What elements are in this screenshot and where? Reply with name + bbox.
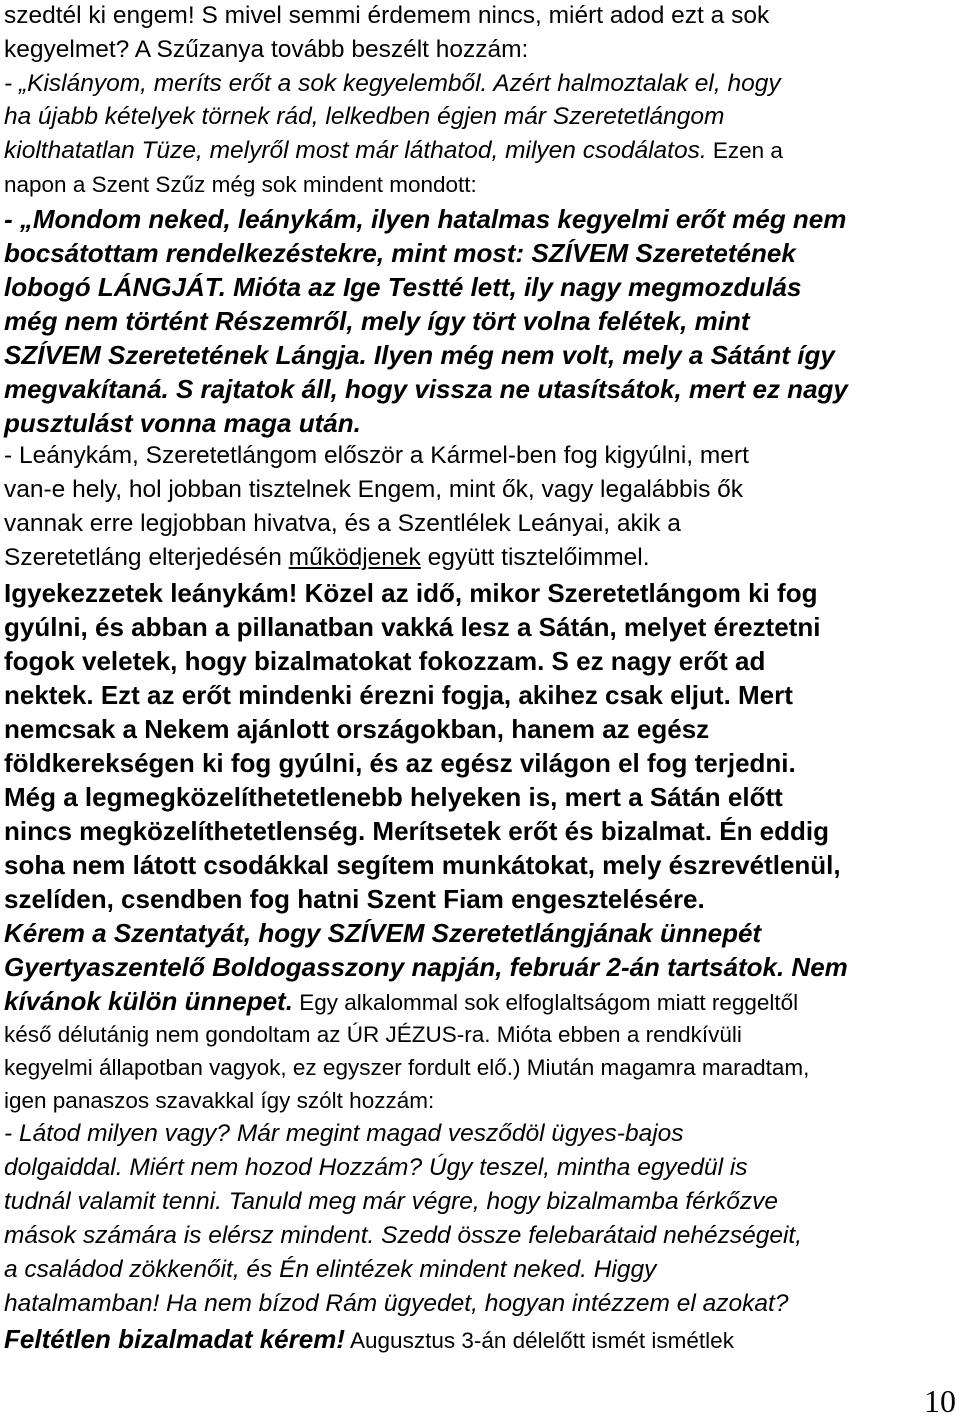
text-run: igen panaszos szavakkal így szólt hozzám: — [4, 1088, 435, 1113]
text-run: fogok veletek, hogy bizalmatokat fokozzam. S ez nagy erőt ad — [4, 646, 766, 676]
text-run: kegyelmet? — [4, 36, 135, 63]
text-line — [4, 1256, 656, 1284]
text-run: bocsátottam rendelkezéstekre, mint most: SZÍVEM Szeretetének — [4, 238, 796, 268]
text-line — [4, 646, 765, 677]
text-line — [4, 714, 709, 745]
text-line — [4, 36, 528, 64]
page-number: 10 — [924, 1383, 956, 1419]
text-run: van-e hely, hol jobban tisztelnek Engem, mint ők, vagy legalábbis ők — [4, 476, 744, 503]
text-line — [4, 1324, 734, 1355]
text-run: kívánok külön ünnepet. — [4, 986, 293, 1016]
text-run: megvakítaná. S rajtatok áll, hogy vissza ne utasítsátok, mert ez nagy — [4, 374, 848, 404]
text-run: Feltétlen bizalmadat kérem! — [4, 1324, 345, 1354]
text-line — [4, 476, 743, 504]
text-line — [4, 748, 796, 779]
text-run: ha újabb kételyek törnek rád, lelkedben égjen már Szeretetlángom — [4, 103, 725, 130]
text-run: Igyekezzetek leánykám! Közel az idő, mikor Szeretetlángom ki fog — [4, 578, 818, 608]
text-line — [4, 986, 798, 1017]
text-run: Szeretetláng elterjedésén — [4, 544, 289, 571]
text-run: Egy alkalommal sok elfoglaltságom miatt reggeltől — [299, 990, 799, 1015]
text-run: Ezen a — [706, 138, 783, 163]
text-line — [4, 238, 796, 269]
text-line — [4, 306, 750, 337]
text-line — [4, 782, 783, 813]
text-line — [4, 612, 820, 643]
text-line — [4, 408, 361, 439]
text-run: - „Kislányom, meríts erőt a sok kegyelemből. Azért halmoztalak el, hogy — [4, 70, 781, 97]
text-line — [4, 103, 724, 131]
text-run: szelíden, csendben fog hatni Szent Fiam engesztelésére. — [4, 884, 705, 914]
text-run: kegyelmi állapotban vagyok, ez egyszer fordult elő.) Miután magamra maradtam, — [4, 1055, 810, 1080]
text-run: nincs megközelíthetetlenség. Merítsetek erőt és bizalmat. Én eddig — [4, 816, 830, 846]
text-line — [4, 510, 681, 538]
text-run: működjenek — [288, 544, 421, 571]
text-line — [4, 2, 769, 30]
text-run: hatalmamban! Ha nem bízod Rám ügyedet, hogyan intézzem el azokat? — [4, 1290, 789, 1317]
text-run: tudnál valamit tenni. Tanuld meg már végre, hogy bizalmamba férkőzve — [4, 1188, 778, 1215]
text-line — [4, 1222, 802, 1250]
text-line — [4, 1055, 809, 1081]
text-line — [4, 442, 749, 470]
text-line — [4, 172, 477, 198]
text-line — [4, 816, 829, 847]
text-run: Gyertyaszentelő Boldogasszony napján, február 2-án tartsátok. Nem — [4, 952, 848, 982]
text-line — [4, 374, 848, 405]
text-run: nektek. Ezt az erőt mindenki érezni fogja, akihez csak eljut. Mert — [4, 680, 793, 710]
text-run: gyúlni, és abban a pillanatban vakká lesz a Sátán, melyet éreztetni — [4, 612, 821, 642]
text-run: soha nem látott csodákkal segítem munkátokat, mely észrevétlenül, — [4, 850, 841, 880]
text-run: késő délutánig nem gondoltam az ÚR JÉZUS-ra. Mióta ebben a rendkívüli — [4, 1022, 742, 1047]
text-run: a családod zökkenőit, és Én elintézek mindent neked. Higgy — [4, 1256, 657, 1283]
text-run: dolgaiddal. Miért nem hozod Hozzám? Úgy teszel, mintha egyedül is — [4, 1154, 748, 1181]
text-run: SZÍVEM Szeretetének Lángja. Ilyen még nem volt, mely a Sátánt így — [4, 340, 835, 370]
text-run: Kérem a Szentatyát, hogy SZÍVEM Szeretetlángjának ünnepét — [4, 918, 762, 948]
text-run: kiolthatatlan Tüze, melyről most már láthatod, milyen csodálatos. — [4, 137, 707, 164]
text-line — [4, 884, 705, 915]
text-run: Még a legmegközelíthetetlenebb helyeken is, mert a Sátán előtt — [4, 782, 783, 812]
text-run: nemcsak a Nekem ajánlott országokban, hanem az egész — [4, 714, 710, 744]
text-run: lobogó LÁNGJÁT. Mióta az Ige Testté lett, ily nagy megmozdulás — [4, 272, 802, 302]
text-run: A Szűzanya tovább beszélt hozzám: — [134, 36, 529, 63]
text-line — [4, 1022, 742, 1048]
text-line — [4, 544, 650, 572]
text-run: földkerekségen ki fog gyúlni, és az egész világon el fog terjedni. — [4, 748, 796, 778]
text-line — [4, 918, 761, 949]
text-line — [4, 340, 835, 371]
text-line — [4, 70, 781, 98]
text-run: pusztulást vonna maga után. — [4, 408, 361, 438]
text-line — [4, 204, 846, 235]
text-line — [4, 1188, 778, 1216]
text-run: mások számára is elérsz mindent. Szedd össze felebarátaid nehézségeit, — [4, 1222, 803, 1249]
text-line — [4, 1120, 684, 1148]
text-line — [4, 272, 801, 303]
text-run: - Leánykám, Szeretetlángom először a Kármel-ben fog kigyúlni, mert — [4, 442, 749, 469]
text-run: - „Mondom neked, leánykám, ilyen hatalmas kegyelmi erőt még nem — [4, 204, 847, 234]
text-run: még nem történt Részemről, mely így tört volna felétek, mint — [4, 306, 750, 336]
text-line — [4, 578, 817, 609]
text-line — [4, 952, 848, 983]
text-line — [4, 1088, 434, 1114]
text-line — [4, 850, 841, 881]
text-run: együtt tisztelőimmel. — [420, 544, 650, 571]
text-line — [4, 680, 793, 711]
text-run: Augusztus 3-án délelőtt ismét ismétlek — [350, 1328, 734, 1353]
text-line — [4, 137, 783, 165]
text-line — [4, 1154, 748, 1182]
text-run: vannak erre legjobban hivatva, és a Szentlélek Leányai, akik a — [4, 510, 681, 537]
text-line — [4, 1290, 788, 1318]
text-run: napon a Szent Szűz még sok mindent mondott: — [4, 172, 477, 197]
text-run: szedtél ki engem! S mivel semmi érdemem nincs, miért adod ezt a sok — [4, 2, 770, 29]
text-run: - Látod milyen vagy? Már megint magad vesződöl ügyes-bajos — [4, 1120, 684, 1147]
